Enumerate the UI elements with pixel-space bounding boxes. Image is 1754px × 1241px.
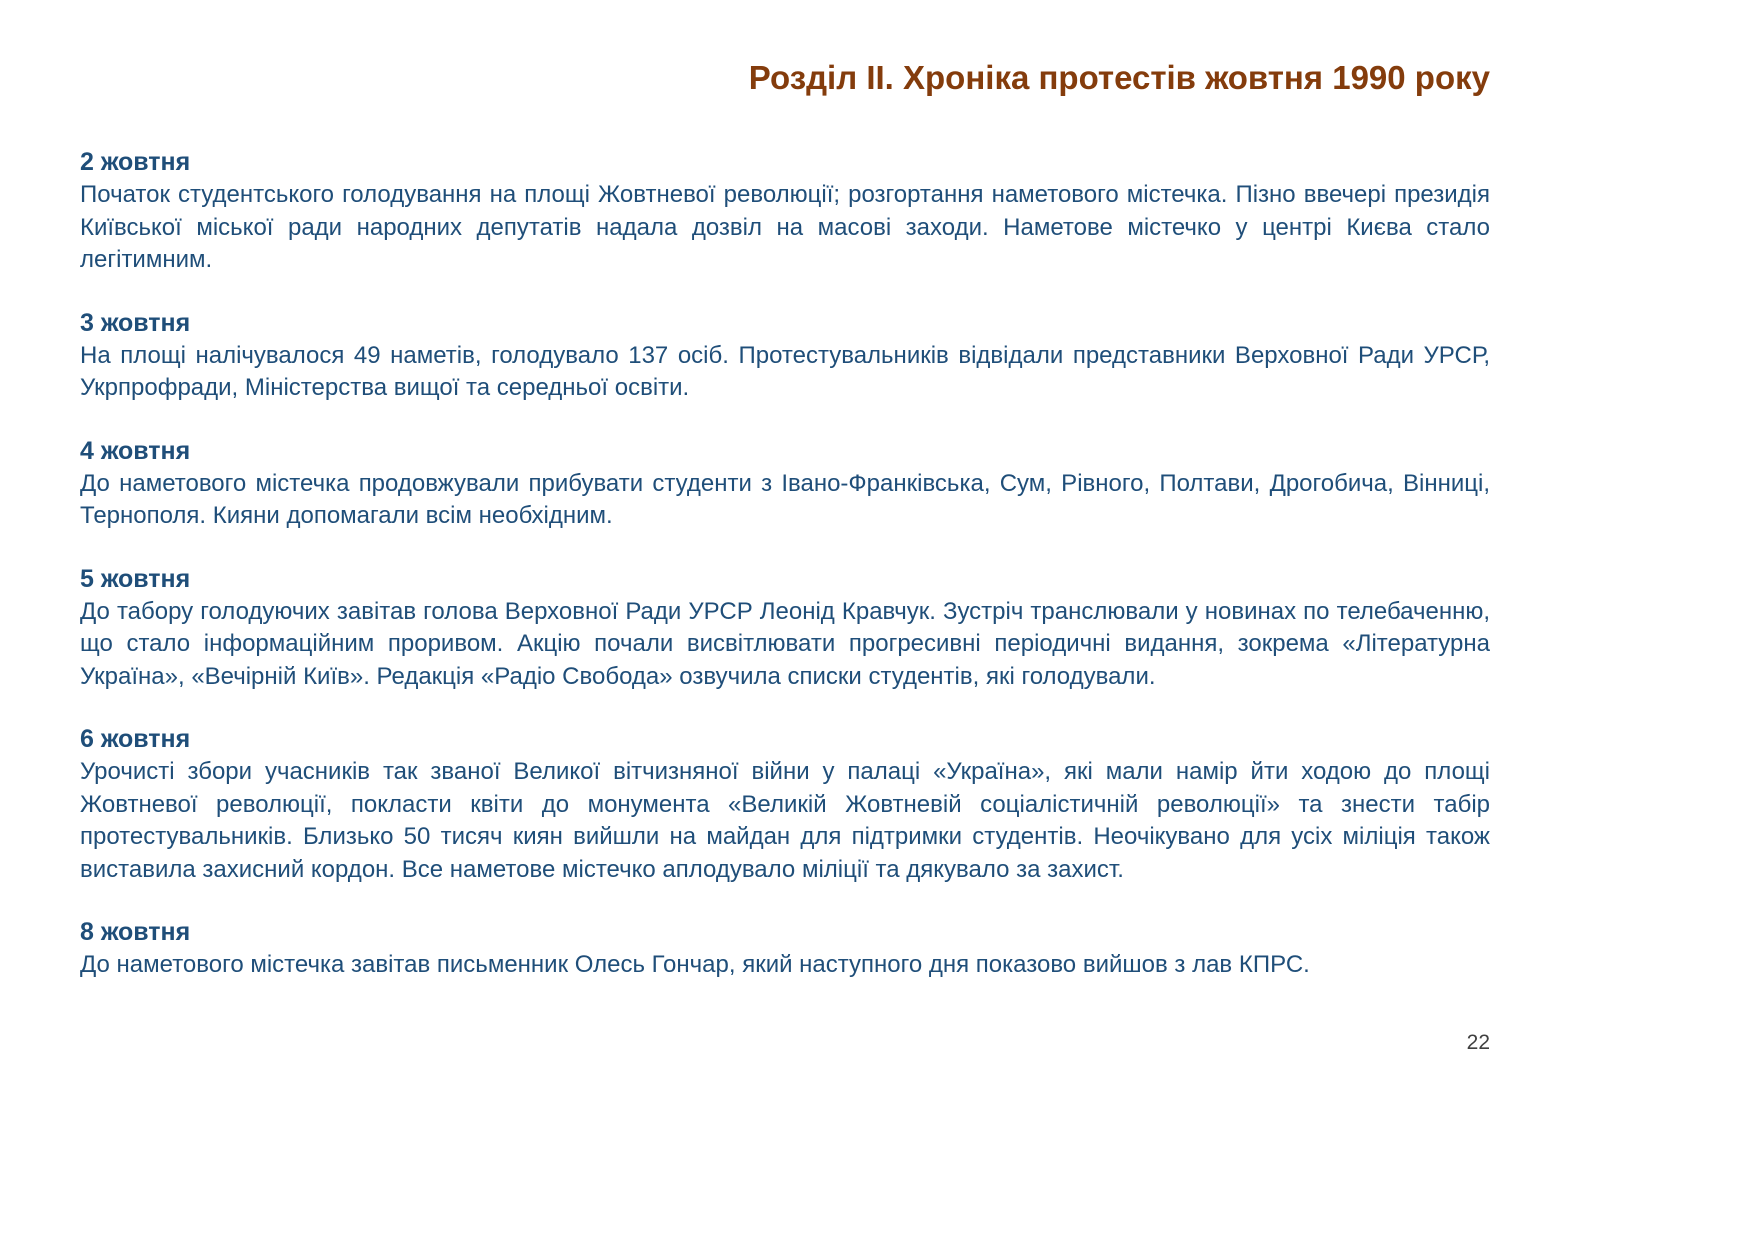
entry-text: На площі налічувалося 49 наметів, голодувало 137 осіб. Протестувальників відвідали представники Верховної Ради УРСР, Укрпрофради, Міністерства вищої та середньої освіти. — [80, 341, 1490, 401]
chronicle-entry-oct-3 — [80, 307, 1490, 405]
entry-date: 5 жовтня — [80, 564, 191, 593]
entry-date: 3 жовтня — [80, 308, 191, 337]
entry-text: До табору голодуючих завітав голова Верховної Ради УРСР Леонід Кравчук. Зустріч транслювали у новинах по телебаченню, що стало інформаційним проривом. Акцію почали висвітлювати прогресивні періодичні видання, зокрема «Літературна Україна», «Вечірній Київ». Редакція «Радіо Свобода» озвучила списки студентів, які голодували. — [80, 597, 1490, 690]
entry-date: 4 жовтня — [80, 436, 191, 465]
chronicle-entry-oct-8 — [80, 916, 1490, 982]
page-number: 22 — [1466, 1031, 1490, 1054]
page-title: Розділ II. Хроніка протестів жовтня 1990 року — [748, 59, 1490, 96]
content-column — [80, 58, 1490, 1012]
entry-text: Урочисті збори учасників так званої Великої вітчизняної війни у палаці «Україна», які мали намір йти ходою до площі Жовтневої революції, покласти квіти до монумента «Великій Жовтневій соціалістичній революції» та знести табір протестувальників. Близько 50 тисяч киян вийшли на майдан для підтримки студентів. Неочікувано для усіх міліція також виставила захисний кордон. Все наметове містечко аплодувало міліції та дякувало за захист. — [80, 758, 1490, 883]
chronicle-entry-oct-2 — [80, 146, 1490, 277]
chronicle-entry-oct-6 — [80, 723, 1490, 886]
entry-date: 8 жовтня — [80, 918, 191, 946]
chronicle-entry-oct-5 — [80, 563, 1490, 694]
chronicle-entry-oct-4 — [80, 435, 1490, 533]
entry-date: 6 жовтня — [80, 725, 191, 753]
entry-date: 2 жовтня — [80, 148, 191, 176]
entry-text: До наметового містечка завітав письменник Олесь Гончар, який наступного дня показово вийшов з лав КПРС. — [80, 951, 1310, 978]
entry-text: Початок студентського голодування на площі Жовтневої революції; розгортання наметового містечка. Пізно ввечері президія Київської міської ради народних депутатів надала дозвіл на масові заходи. Наметове містечко у центрі Києва стало легітимним. — [80, 181, 1490, 273]
entry-text: До наметового містечка продовжували прибувати студенти з Івано-Франківська, Сум, Рівного, Полтави, Дрогобича, Вінниці, Тернополя. Кияни допомагали всім необхідним. — [80, 469, 1490, 529]
